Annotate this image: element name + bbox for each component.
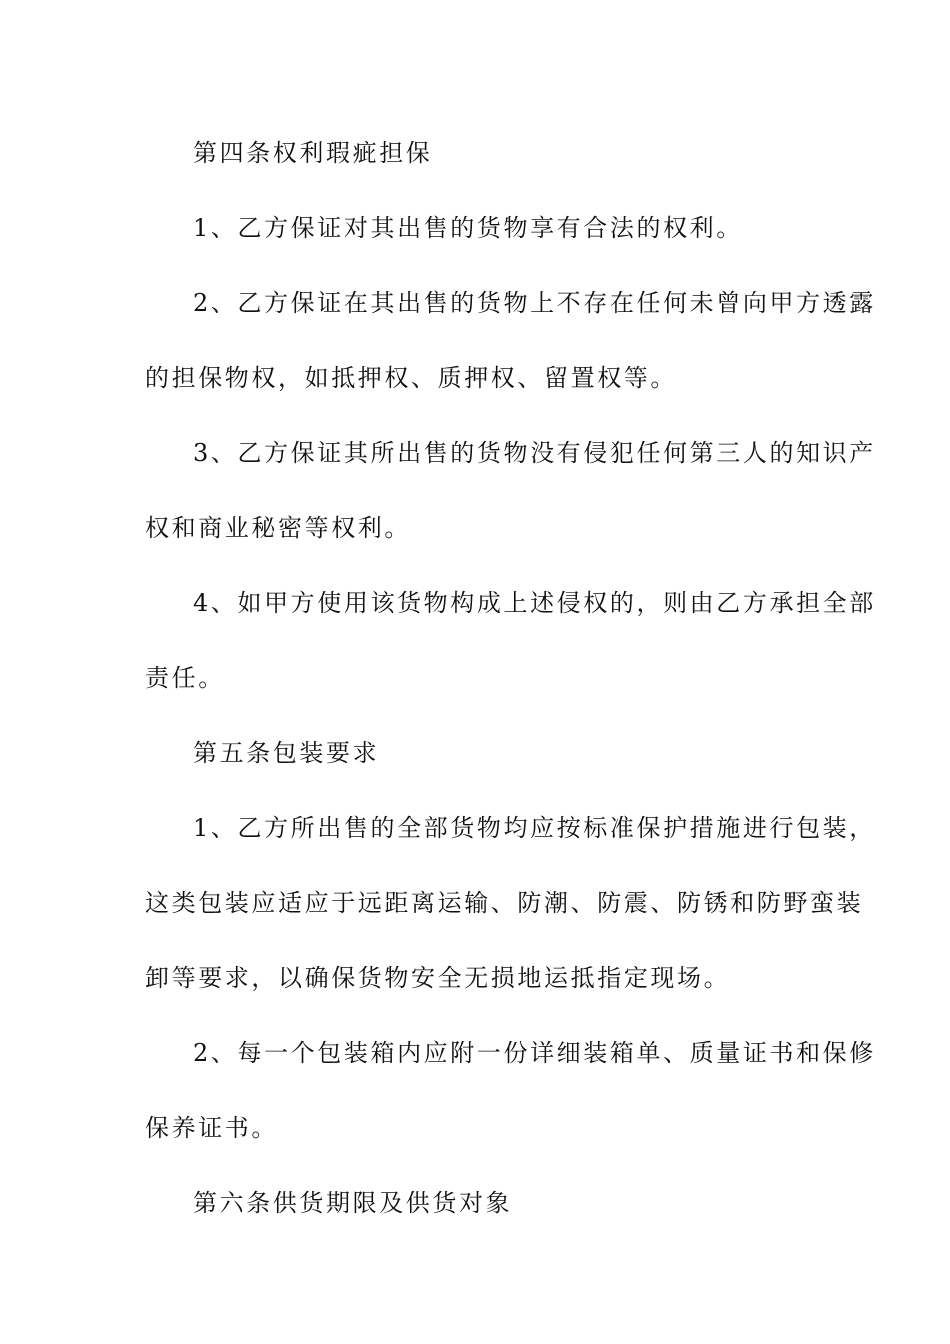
section-heading-article-6: 第六条供货期限及供货对象 [193,1189,513,1217]
paragraph-line: 这类包装应适应于远距离运输、防潮、防震、防锈和防野蛮装 [145,889,864,917]
paragraph-line: 责任。 [145,664,225,692]
paragraph-line: 的担保物权，如抵押权、质押权、留置权等。 [145,364,677,392]
section-heading-article-5: 第五条包装要求 [193,739,380,767]
paragraph-line: 保养证书。 [145,1114,278,1142]
paragraph-line: 2、每一个包装箱内应附一份详细装箱单、质量证书和保修 [193,1039,876,1067]
paragraph-line: 3、乙方保证其所出售的货物没有侵犯任何第三人的知识产 [193,439,876,467]
paragraph-line: 2、乙方保证在其出售的货物上不存在任何未曾向甲方透露 [193,289,876,317]
section-heading-article-4: 第四条权利瑕疵担保 [193,139,433,167]
paragraph-line: 权和商业秘密等权利。 [145,514,411,542]
paragraph-line: 4、如甲方使用该货物构成上述侵权的，则由乙方承担全部 [193,589,876,617]
paragraph-line: 1、乙方保证对其出售的货物享有合法的权利。 [193,214,743,242]
paragraph-line: 1、乙方所出售的全部货物均应按标准保护措施进行包装， [193,814,876,842]
paragraph-line: 卸等要求，以确保货物安全无损地运抵指定现场。 [145,964,731,992]
